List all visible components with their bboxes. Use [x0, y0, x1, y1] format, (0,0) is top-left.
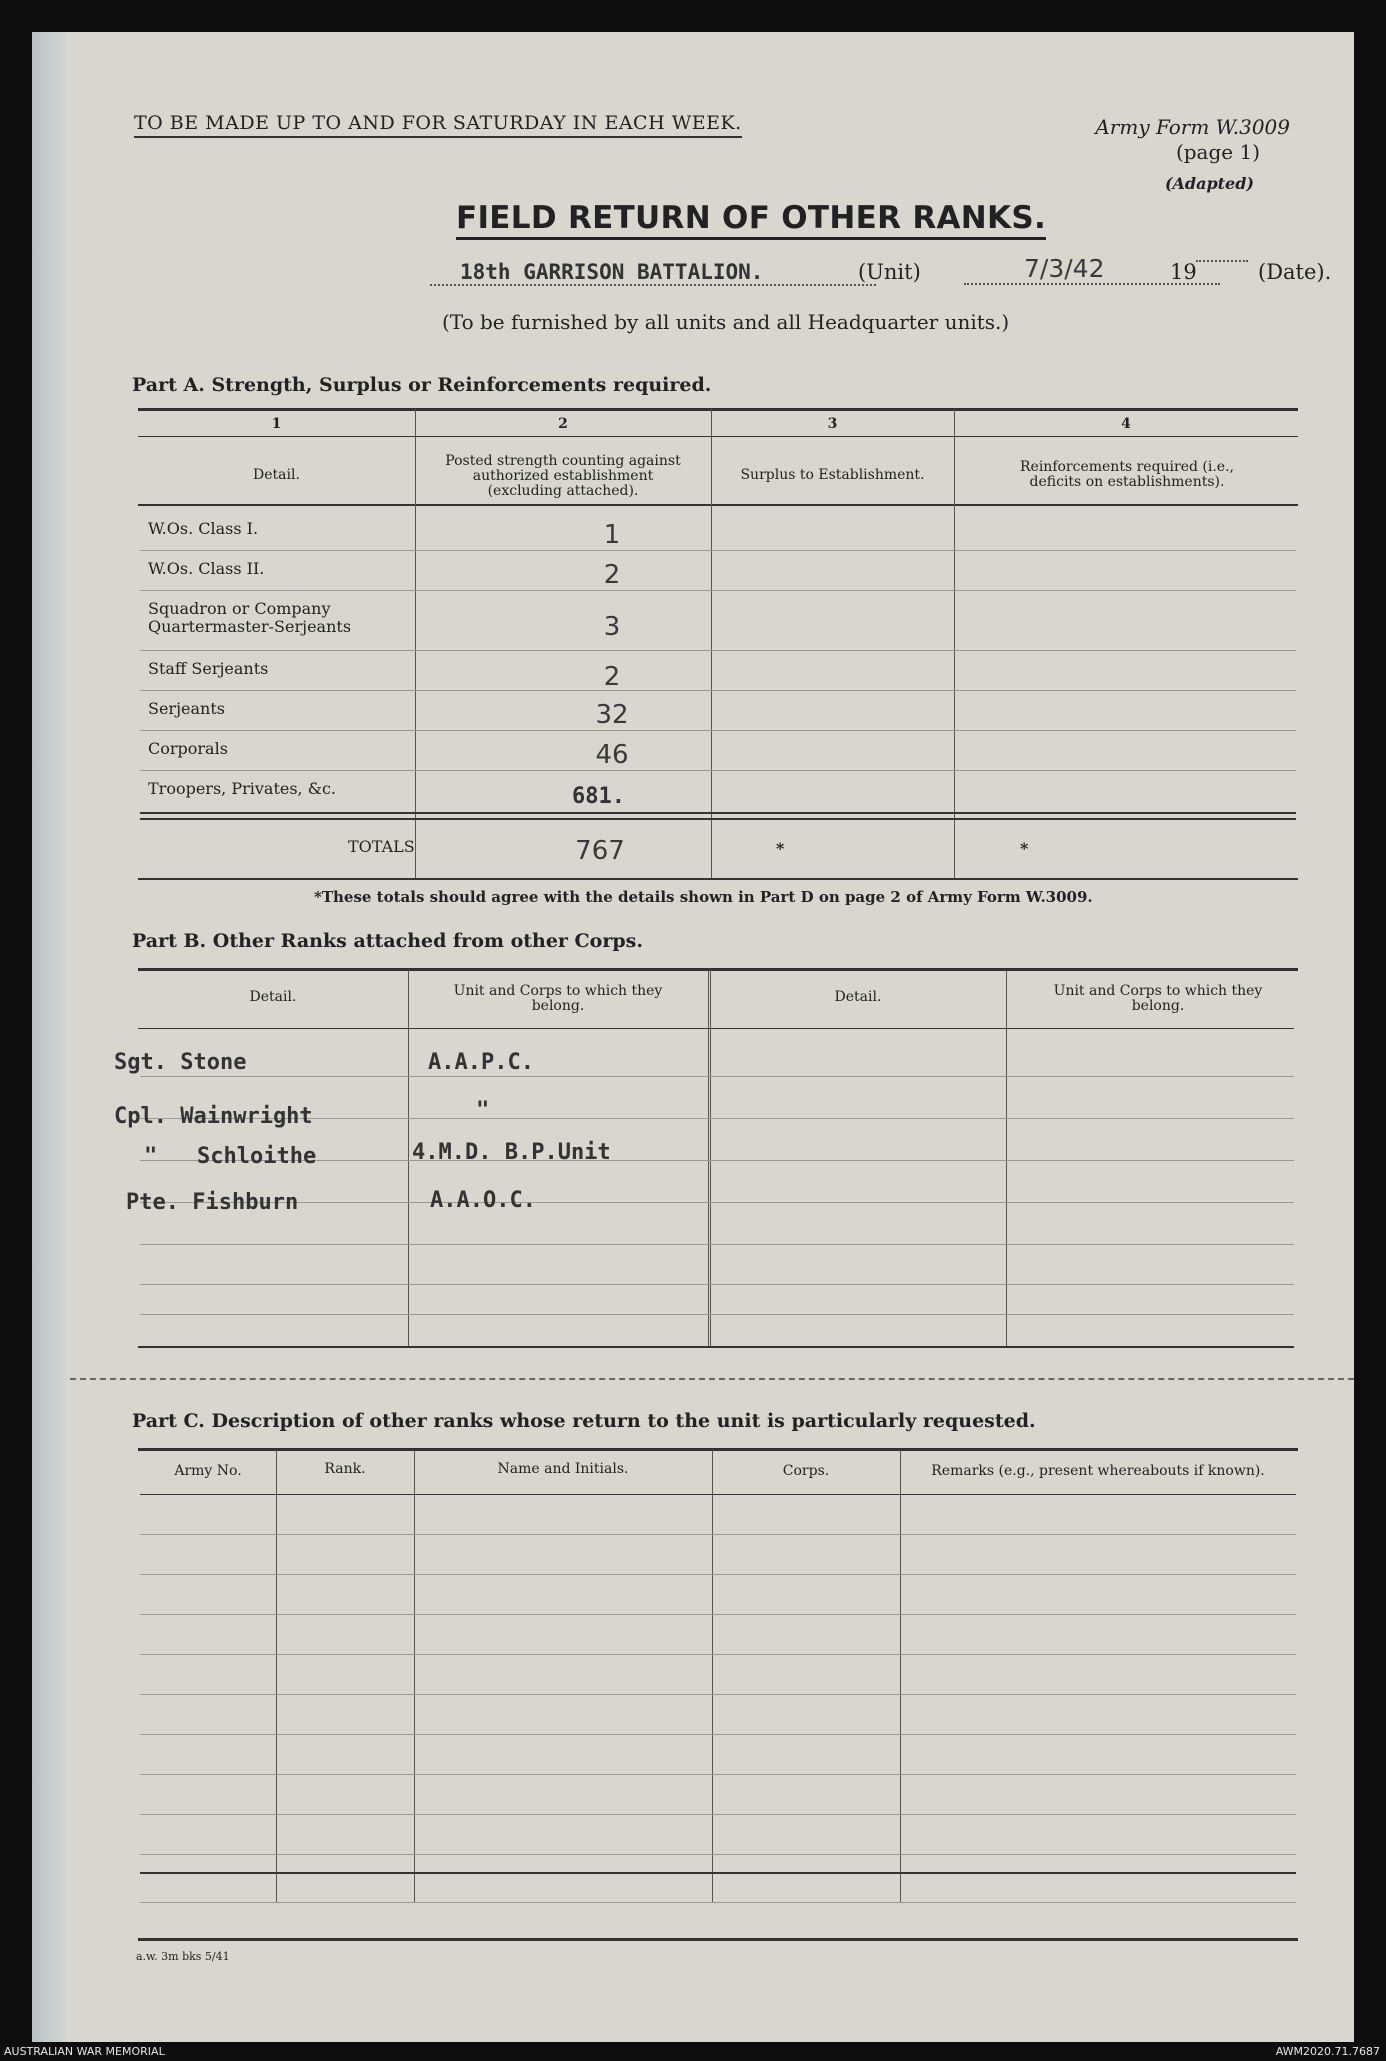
paper-edge — [32, 32, 68, 2042]
part-a-divider-1 — [415, 409, 416, 879]
attached-unit-4: A.A.O.C. — [430, 1188, 536, 1213]
row-rule — [140, 1854, 1296, 1855]
row-rule — [140, 550, 1296, 551]
part-c-col-rank: Rank. — [324, 1461, 366, 1477]
row-label-corporals: Corporals — [148, 739, 228, 758]
row-rule — [140, 690, 1296, 691]
col-number-2: 2 — [558, 416, 568, 432]
row-rule — [140, 1244, 1294, 1245]
part-b-top-rule — [138, 968, 1298, 971]
part-b-title: Part B. Other Ranks attached from other Corps. — [132, 930, 643, 952]
attached-detail-2: Cpl. Wainwright — [114, 1104, 313, 1129]
totals-reinforcement-mark: * — [1020, 839, 1029, 858]
totals-rule-lower — [140, 818, 1296, 820]
row-rule — [140, 1734, 1296, 1735]
col-number-1: 1 — [271, 416, 282, 432]
archive-credit: AUSTRALIAN WAR MEMORIAL — [4, 2045, 165, 2058]
part-b-divider-2 — [708, 970, 709, 1346]
posted-troopers: 681. — [572, 784, 625, 809]
row-label-wo-class-2: W.Os. Class II. — [148, 559, 265, 578]
row-label-cqms-text: Squadron or Company Quartermaster-Serjeants — [148, 599, 352, 636]
posted-serjeants: 32 — [595, 700, 629, 730]
row-rule — [140, 730, 1296, 731]
col-header-reinforcements: Reinforcements required (i.e., deficits on establishments). — [1020, 459, 1234, 490]
weekly-instruction: TO BE MADE UP TO AND FOR SATURDAY IN EACH WEEK. — [134, 112, 742, 138]
row-label-serjeants: Serjeants — [148, 699, 225, 718]
part-c-title: Part C. Description of other ranks whose return to the unit is particularly requested. — [132, 1410, 1036, 1432]
col-header-detail: Detail. — [253, 467, 300, 483]
attached-unit-2: " — [476, 1098, 490, 1123]
unit-label: (Unit) — [858, 260, 921, 284]
totals-surplus-mark: * — [776, 839, 785, 858]
part-b-divider-1 — [408, 970, 409, 1346]
attached-detail-4: Pte. Fishburn — [126, 1190, 299, 1215]
adapted-note: (Adapted) — [1164, 174, 1254, 193]
archive-reference: AWM2020.71.7687 — [1275, 2045, 1380, 2058]
part-b-divider-2b — [710, 970, 711, 1346]
part-b-divider-3 — [1006, 970, 1007, 1346]
row-rule — [140, 1202, 1294, 1203]
row-rule — [140, 1902, 1296, 1903]
part-c-divider-2 — [414, 1450, 415, 1902]
row-label-troopers: Troopers, Privates, &c. — [148, 779, 337, 798]
row-label-staff-serjeants: Staff Serjeants — [148, 659, 269, 678]
year-prefix: 19 — [1170, 260, 1197, 284]
totals-label: TOTALS — [348, 837, 415, 856]
perforation-line — [70, 1378, 1354, 1380]
col-number-4: 4 — [1121, 416, 1131, 432]
row-rule — [140, 590, 1296, 591]
row-rule — [140, 1314, 1294, 1315]
part-b-col-unit-left: Unit and Corps to which they belong. — [453, 983, 663, 1014]
posted-wo-class-2: 2 — [603, 560, 621, 590]
part-c-total-rule — [140, 1872, 1296, 1874]
totals-rule-upper — [140, 812, 1296, 814]
page-title: FIELD RETURN OF OTHER RANKS. — [456, 200, 1046, 240]
part-a-title: Part A. Strength, Surplus or Reinforcements required. — [132, 374, 712, 396]
row-rule — [140, 1774, 1296, 1775]
part-a-divider-3 — [954, 409, 955, 879]
row-rule — [140, 770, 1296, 771]
row-label-wo-class-1: W.Os. Class I. — [148, 519, 259, 538]
page-number: (page 1) — [1175, 140, 1260, 164]
posted-corporals: 46 — [595, 740, 629, 770]
row-rule — [140, 1076, 1294, 1077]
row-rule — [140, 1654, 1296, 1655]
part-c-col-army-no: Army No. — [174, 1463, 242, 1479]
part-b-header-rule — [138, 1028, 1294, 1029]
part-c-col-name: Name and Initials. — [497, 1461, 629, 1477]
posted-wo-class-1: 1 — [603, 520, 621, 550]
form-sheet — [32, 32, 1354, 2042]
attached-detail-1: Sgt. Stone — [114, 1050, 247, 1075]
part-c-col-corps: Corps. — [782, 1463, 830, 1479]
attached-unit-1: A.A.P.C. — [428, 1050, 534, 1075]
row-rule — [140, 1534, 1296, 1535]
attached-unit-3: 4.M.D. B.P.Unit — [412, 1140, 611, 1165]
part-b-col-unit-right: Unit and Corps to which they belong. — [1053, 983, 1263, 1014]
row-rule — [140, 650, 1296, 651]
part-b-col-detail-left: Detail. — [249, 989, 297, 1005]
part-b-col-detail-right: Detail. — [834, 989, 882, 1005]
row-rule — [140, 1694, 1296, 1695]
part-c-col-remarks: Remarks (e.g., present whereabouts if known). — [931, 1463, 1265, 1479]
date-label: (Date). — [1258, 260, 1332, 284]
row-rule — [140, 1814, 1296, 1815]
attached-detail-3: " Schloithe — [144, 1144, 317, 1169]
part-c-top-rule — [138, 1448, 1298, 1451]
part-a-bottom-rule — [138, 878, 1298, 880]
col-header-posted: Posted strength counting against authorized establishment (excluding attached). — [445, 453, 681, 499]
row-rule — [140, 1284, 1294, 1285]
col-number-3: 3 — [827, 416, 838, 432]
part-a-top-rule — [138, 408, 1298, 411]
part-a-footnote: *These totals should agree with the details shown in Part D on page 2 of Army Form W.3009. — [314, 888, 1093, 906]
row-label-cqms — [148, 600, 408, 636]
row-rule — [140, 1574, 1296, 1575]
subtitle: (To be furnished by all units and all Headquarter units.) — [442, 310, 1010, 334]
date-value: 7/3/42 — [964, 254, 1220, 285]
row-rule — [140, 1118, 1294, 1119]
part-c-divider-4 — [900, 1450, 901, 1902]
totals-posted: 767 — [575, 836, 625, 866]
col-header-surplus: Surplus to Establishment. — [740, 467, 925, 483]
part-c-header-rule — [140, 1494, 1296, 1495]
part-a-number-rule — [138, 436, 1298, 437]
row-rule — [140, 1614, 1296, 1615]
form-number: Army Form W.3009 — [1095, 115, 1290, 139]
printer-imprint: a.w. 3m bks 5/41 — [136, 1950, 230, 1963]
posted-staff-serjeants: 2 — [603, 662, 621, 692]
part-c-divider-1 — [276, 1450, 277, 1902]
posted-cqms: 3 — [603, 612, 621, 642]
unit-value: 18th GARRISON BATTALION. — [430, 260, 876, 286]
part-c-bottom-rule — [138, 1938, 1298, 1941]
year-blank — [1196, 260, 1248, 262]
part-a-header-rule — [138, 504, 1298, 506]
part-c-divider-3 — [712, 1450, 713, 1902]
part-b-bottom-rule — [138, 1346, 1294, 1348]
